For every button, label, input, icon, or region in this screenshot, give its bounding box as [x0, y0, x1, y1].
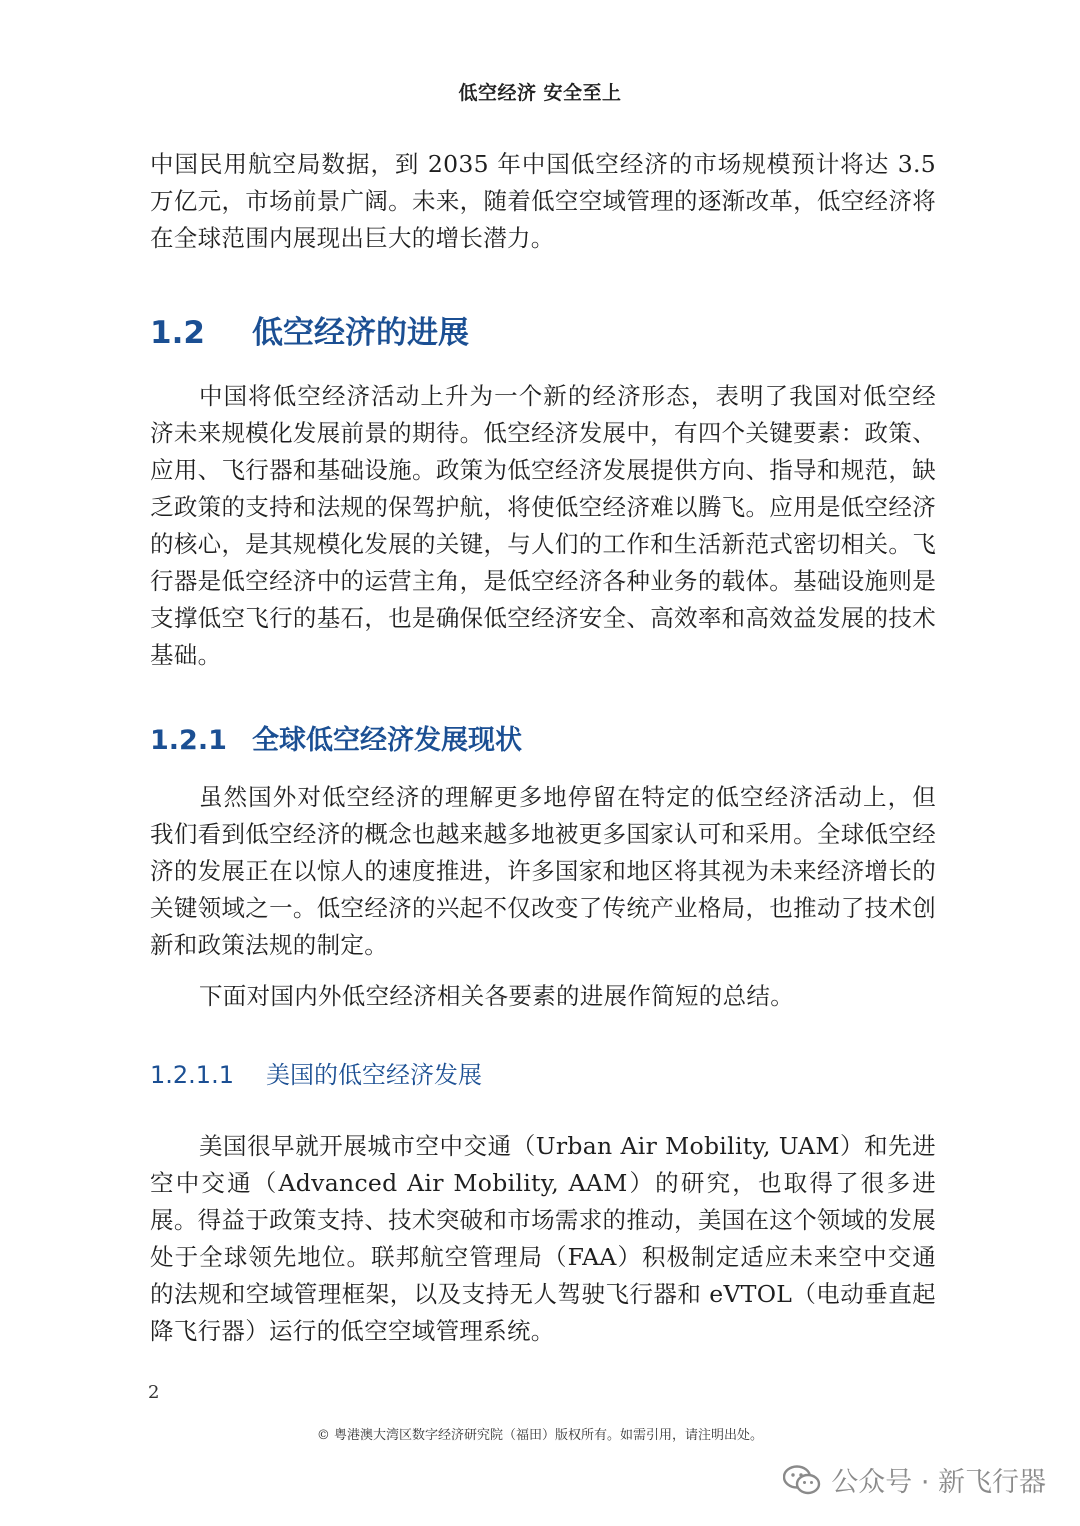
- footer-copyright: © 粤港澳大湾区数字经济研究院（福田）版权所有。如需引用，请注明出处。: [316, 1428, 764, 1443]
- wechat-icon: [783, 1465, 821, 1495]
- section-number: 1.2.1: [150, 725, 227, 756]
- watermark: [783, 1460, 1046, 1499]
- section-1-2-1-1-paragraph: 美国很早就开展城市空中交通（Urban Air Mobility, UAM）和先进空中交通（Advanced Air Mobility, AAM）的研究，也取得了很多进展。得益于政策支持、技术突破和市场需求的推动，美国在这个领域的发展处于全球领先地位。联邦航空管理局（FAA）积极制定适应未来空中交通的法规和空域管理框架，以及支持无人驾驶飞行器和 eVTOL（电动垂直起降飞行器）运行的低空空域管理系统。: [150, 1132, 936, 1345]
- section-heading-1-2: [150, 307, 936, 352]
- section-1-2-1-paragraph-2: 下面对国内外低空经济相关各要素的进展作简短的总结。: [199, 982, 794, 1010]
- section-heading-1-2-1: [150, 718, 936, 757]
- section-number: 1.2.1.1: [150, 1061, 234, 1089]
- section-number: 1.2: [150, 315, 205, 351]
- page-number: 2: [148, 1382, 160, 1403]
- intro-paragraph: 中国民用航空局数据，到 2035 年中国低空经济的市场规模预计将达 3.5 万亿元，市场前景广阔。未来，随着低空空域管理的逐渐改革，低空经济将在全球范围内展现出巨大的增长潜力。: [150, 150, 936, 252]
- section-title: 低空经济的进展: [252, 315, 469, 351]
- section-1-2-paragraph: 中国将低空经济活动上升为一个新的经济形态，表明了我国对低空经济未来规模化发展前景的期待。低空经济发展中，有四个关键要素：政策、应用、飞行器和基础设施。政策为低空经济发展提供方向、指导和规范，缺乏政策的支持和法规的保驾护航，将使低空经济难以腾飞。应用是低空经济的核心，是其规模化发展的关键，与人们的工作和生活新范式密切相关。飞行器是低空经济中的运营主角，是低空经济各种业务的载体。基础设施则是支撑低空飞行的基石，也是确保低空经济安全、高效率和高效益发展的技术基础。: [150, 382, 936, 669]
- section-title: 美国的低空经济发展: [266, 1061, 482, 1089]
- section-1-2-1-paragraph-1: 虽然国外对低空经济的理解更多地停留在特定的低空经济活动上，但我们看到低空经济的概念也越来越多地被更多国家认可和采用。全球低空经济的发展正在以惊人的速度推进，许多国家和地区将其视为未来经济增长的关键领域之一。低空经济的兴起不仅改变了传统产业格局，也推动了技术创新和政策法规的制定。: [150, 783, 936, 959]
- watermark-text: 公众号 · 新飞行器: [831, 1467, 1046, 1498]
- section-title: 全球低空经济发展现状: [252, 725, 522, 756]
- page-content: [150, 146, 936, 1350]
- page-header: 低空经济 安全至上: [458, 82, 622, 104]
- section-heading-1-2-1-1: [150, 1055, 936, 1090]
